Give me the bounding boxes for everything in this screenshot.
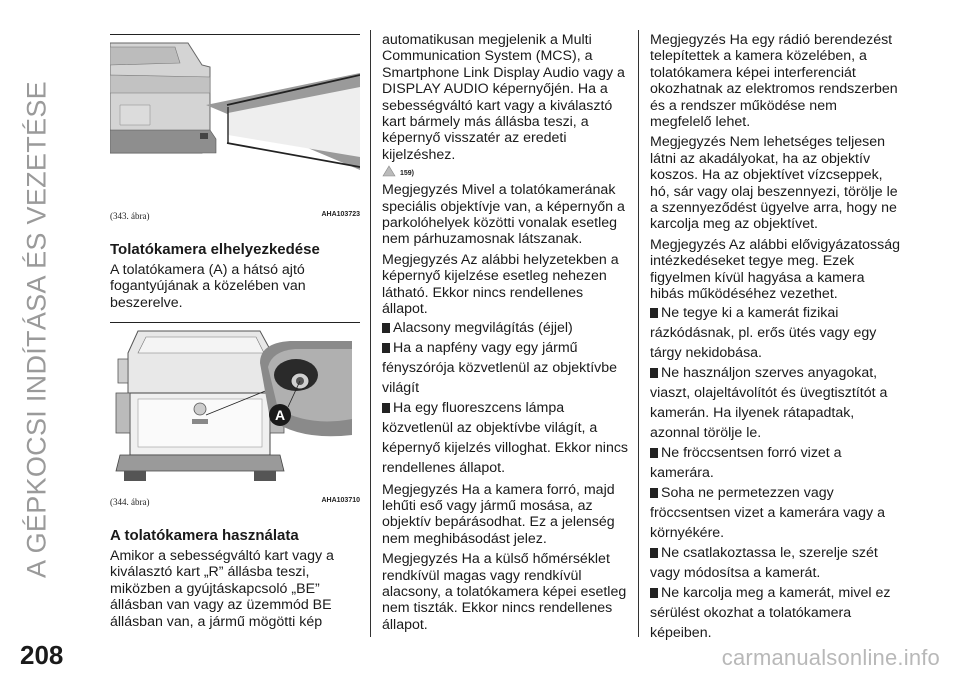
list-item: Alacsony megvilágítás (éjjel) (382, 318, 630, 338)
figure-code: AHA103723 (321, 211, 360, 218)
section-camera-usage (110, 527, 360, 630)
figure-343-caption (110, 211, 360, 221)
column-2-content (382, 32, 630, 633)
figure-number: (343. ábra) (110, 211, 150, 221)
watermark: carmanualsonline.info (721, 645, 940, 670)
rear-camera-view-illustration (110, 35, 360, 205)
chapter-side-title: A GÉPKOCSI INDÍTÁSA ÉS VEZETÉSE (21, 81, 52, 579)
section-camera-location (110, 241, 360, 311)
paragraph: automatikusan megjelenik a Multi Communication System (MCS), a Smartphone Link Display Audio vagy a DISPLAY AUDIO képernyőjén. Ha a sebességváltó kart vagy a kiválasztó kart bármely más állásba teszi, a képernyő visszatér az eredeti kijelzéshez. (382, 32, 625, 163)
column-3-content (650, 32, 902, 643)
checkbox-bullet-icon (650, 308, 658, 318)
checkbox-bullet-icon (650, 588, 658, 598)
checkbox-bullet-icon (650, 448, 658, 458)
note-paragraph: Megjegyzés Ha a kamera forró, majd lehűti eső vagy jármű mosása, az objektív bepárásodhat. Ez a jelenség nem meghibásodást jelez. (382, 481, 615, 547)
figure-code: AHA103710 (321, 497, 360, 504)
checkbox-bullet-icon (382, 323, 390, 333)
list-item: Ne csatlakoztassa le, szerelje szét vagy módosítsa a kamerát. (650, 544, 878, 581)
note-paragraph: Megjegyzés Nem lehetséges teljesen látni az akadályokat, ha az objektív koszos. Ha az objektívet vízcseppek, hó, sár vagy olaj beszennyezi, törölje le a szennyeződést ügyelve arra, hogy ne karcolja meg az objektívet. (650, 134, 898, 233)
list-item: Ha egy fluoreszcens lámpa közvetlenül az objektívbe világít, a képernyő kijelzés villoghat. Ekkor nincs rendellenes állapot. (382, 399, 629, 476)
checkbox-bullet-icon (382, 343, 390, 353)
column-divider (370, 30, 371, 637)
section-heading: A tolatókamera használata (110, 527, 299, 544)
list-item: Ne tegye ki a kamerát fizikai rázkódásnak, pl. erős ütés vagy egy tárgy nekidobása. (650, 304, 877, 361)
figure-344-caption (110, 497, 360, 507)
paragraph: Amikor a sebességváltó kart vagy a kiválasztó kart „R” állásba teszi, miközben a gyújtáskapcsoló „BE” állásban van vagy az üzemmód BE állásban van, a jármű mögötti kép (110, 548, 334, 630)
callout-marker-a: A (274, 407, 286, 423)
section-heading: Tolatókamera elhelyezkedése (110, 241, 320, 258)
column-divider (638, 30, 639, 637)
checkbox-bullet-icon (650, 488, 658, 498)
page-number: 208 (20, 640, 64, 670)
checkbox-bullet-icon (650, 368, 658, 378)
figure-343 (110, 34, 360, 189)
list-item: Soha ne permetezzen vagy fröccsentsen vizet a kamerára vagy a környékére. (650, 484, 885, 541)
note-paragraph: Megjegyzés Ha egy rádió berendezést telepítettek a kamera közelében, a tolatókamera képei interferenciát okozhatnak az elektromos rendszerben és a rendszer működése nem megfelelő lehet. (650, 32, 898, 131)
checkbox-bullet-icon (382, 403, 390, 413)
list-item: Ha a napfény vagy egy jármű fényszórója közvetlenül az objektívbe világít (382, 339, 618, 396)
note-reference: 159) (382, 165, 630, 177)
note-paragraph: Megjegyzés Ha a külső hőmérséklet rendkívül magas vagy rendkívül alacsony, a tolatókamera képei esetleg nem tiszták. Ekkor nincs rendellenes állapot. (382, 551, 627, 633)
figure-344 (110, 322, 360, 480)
camera-location-illustration (110, 323, 360, 488)
paragraph: A tolatókamera (A) a hátsó ajtó fogantyújának a közelében van beszerelve. (110, 262, 306, 311)
note-paragraph: Megjegyzés Az alábbi elővigyázatosság intézkedéseket tegye meg. Ezek figyelmen kívül hagyása a kamera hibás működéséhez vezethet. (650, 236, 901, 303)
list-item: Ne fröccsentsen forró vizet a kamerára. (650, 444, 842, 481)
note-paragraph: Megjegyzés Az alábbi helyzetekben a képernyő kijelzése esetleg nehezen látható. Ekkor nincs rendellenes állapot. (382, 251, 619, 318)
warning-triangle-icon (382, 165, 396, 177)
checkbox-bullet-icon (650, 548, 658, 558)
list-item: Ne karcolja meg a kamerát, mivel ez sérülést okozhat a tolatókamera képeiben. (650, 584, 891, 641)
figure-number: (344. ábra) (110, 497, 150, 507)
list-item: Ne használjon szerves anyagokat, viaszt, olajeltávolítót és üvegtisztítót a kamerán. Ha ilyenek rátapadtak, azonnal törölje le. (650, 364, 888, 441)
note-paragraph: Megjegyzés Mivel a tolatókamerának speciális objektívje van, a képernyőn a parkolóhelyek közötti vonalak esetleg nem párhuzamosnak látszanak. (382, 182, 625, 248)
